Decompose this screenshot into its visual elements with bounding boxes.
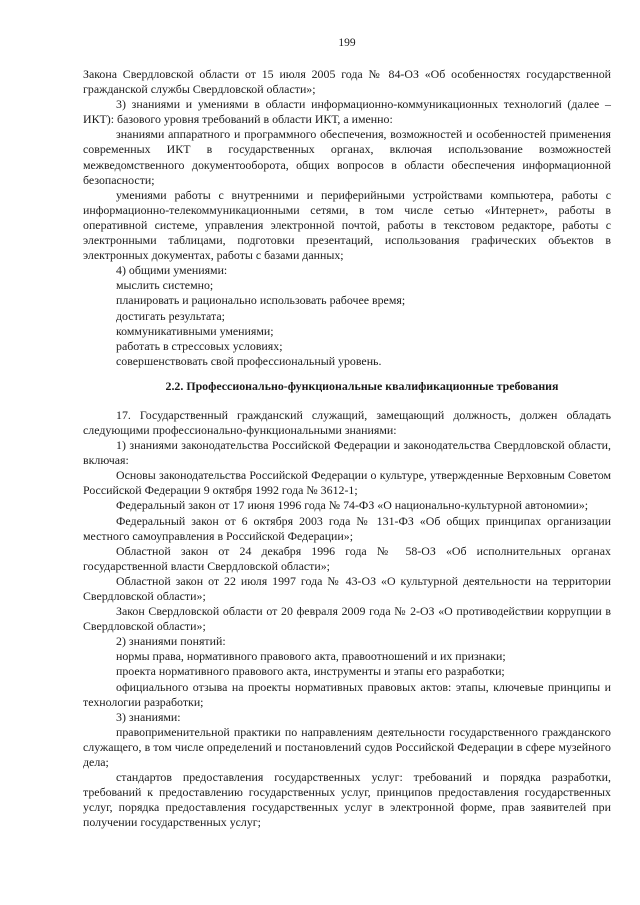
- document-body: [83, 67, 611, 831]
- section-heading: 2.2. Профессионально-функциональные квалификационные требования: [165, 378, 559, 393]
- paragraph: 2) знаниями понятий:: [116, 634, 226, 649]
- paragraph: Федеральный закон от 6 октября 2003 года № 131-ФЗ «Об общих принципах организации местного самоуправления в Российской Федерации»;: [83, 513, 611, 543]
- paragraph: проекта нормативного правового акта, инструменты и этапы его разработки;: [116, 664, 505, 679]
- paragraph: 17. Государственный гражданский служащий, замещающий должность, должен обладать следующими профессионально-функциональными знаниями:: [83, 407, 611, 437]
- paragraph: Закона Свердловской области от 15 июля 2005 года № 84-ОЗ «Об особенностях государственной гражданской службы Свердловской области»;: [83, 67, 611, 97]
- paragraph: совершенствовать свой профессиональный уровень.: [116, 353, 382, 368]
- paragraph: стандартов предоставления государственных услуг: требований и порядка разработки, требований к предоставлению государственных услуг, принципов предоставления государственных услуг, порядка предоставления государственных услуг в электронной форме, прав заявителей при получении государственных услуг;: [83, 770, 611, 830]
- paragraph: мыслить системно;: [116, 278, 214, 293]
- paragraph: знаниями аппаратного и программного обеспечения, возможностей и особенностей применения современных ИКТ в государственных органах, включая использование возможностей межведомственного документооборота, общих вопросов в области обеспечения информационной безопасности;: [83, 127, 611, 187]
- paragraph: 4) общими умениями:: [116, 263, 228, 278]
- paragraph: правоприменительной практики по направлениям деятельности государственного гражданского служащего, в том числе определений и постановлений судов Российской Федерации в сфере музейного дела;: [83, 724, 611, 770]
- paragraph: Областной закон от 24 декабря 1996 года № 58-ОЗ «Об исполнительных органах государственной власти Свердловской области»;: [83, 543, 611, 573]
- paragraph: коммуникативными умениями;: [116, 323, 274, 338]
- paragraph: 3) знаниями:: [116, 709, 181, 724]
- paragraph: 3) знаниями и умениями в области информационно-коммуникационных технологий (далее – ИКТ): базового уровня требований в области ИКТ, а именно:: [83, 97, 611, 127]
- paragraph: умениями работы с внутренними и периферийными устройствами компьютера, работы с информационно-телекоммуникационными сетями, в том числе сетью «Интернет», работы в оперативной системе, управления электронной почтой, работы в текстовом редакторе, работы с электронными таблицами, подготовки презентаций, использования графических объектов в электронных документах, работы с базами данных;: [83, 187, 611, 263]
- paragraph: Федеральный закон от 17 июня 1996 года № 74-ФЗ «О национально-культурной автономии»;: [116, 498, 589, 513]
- paragraph: официального отзыва на проекты нормативных правовых актов: этапы, ключевые принципы и технологии разработки;: [83, 679, 611, 709]
- paragraph: планировать и рационально использовать рабочее время;: [116, 293, 406, 308]
- paragraph: 1) знаниями законодательства Российской Федерации и законодательства Свердловской области, включая:: [83, 438, 611, 468]
- paragraph: нормы права, нормативного правового акта, правоотношений и их признаки;: [116, 649, 506, 664]
- paragraph: работать в стрессовых условиях;: [116, 338, 283, 353]
- paragraph: достигать результата;: [116, 308, 225, 323]
- paragraph: Областной закон от 22 июля 1997 года № 43-ОЗ «О культурной деятельности на территории Свердловской области»;: [83, 573, 611, 603]
- paragraph: Основы законодательства Российской Федерации о культуре, утвержденные Верховным Советом Российской Федерации 9 октября 1992 года № 3612-1;: [83, 468, 611, 498]
- page-number: 199: [338, 37, 356, 49]
- paragraph: Закон Свердловской области от 20 февраля 2009 года № 2-ОЗ «О противодействии коррупции в Свердловской области»;: [83, 604, 611, 634]
